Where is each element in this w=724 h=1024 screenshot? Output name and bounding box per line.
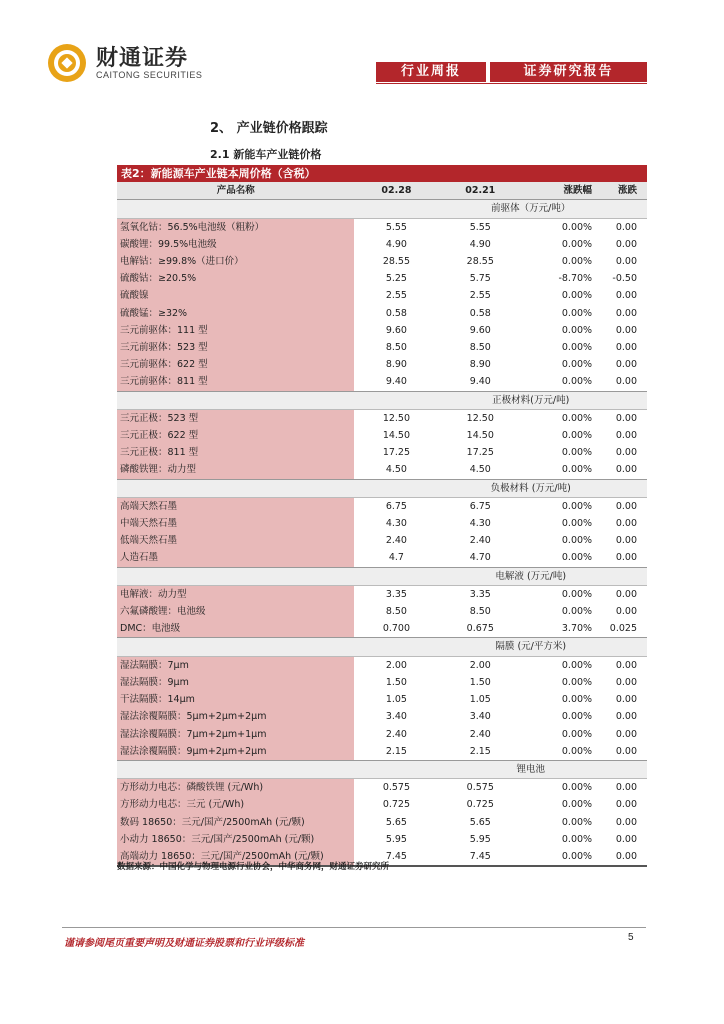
cell-price-previous: 6.75 bbox=[469, 500, 491, 512]
cell-change-abs: 0.00 bbox=[615, 359, 637, 371]
cell-price-current: 0.58 bbox=[385, 307, 407, 319]
cell-change-abs: 0.00 bbox=[615, 676, 637, 688]
cell-change-abs: 0.00 bbox=[615, 694, 637, 706]
cell-price-previous: 1.50 bbox=[469, 676, 491, 688]
header-change-abs: 涨跌 bbox=[600, 182, 647, 200]
cell-price-previous: 2.40 bbox=[469, 535, 491, 547]
cell-product-name: 湿法隔膜：9μm bbox=[117, 674, 354, 691]
header-date-previous: 02.21 bbox=[438, 182, 522, 200]
table-row bbox=[117, 532, 647, 549]
table-group-row bbox=[117, 638, 647, 656]
table-row bbox=[117, 497, 647, 515]
cell-change-abs: 0.00 bbox=[615, 307, 637, 319]
table-row bbox=[117, 253, 647, 270]
header-tab-weekly: 行业周报 bbox=[376, 62, 486, 82]
cell-product-name: 小动力 18650：三元/国产/2500mAh (元/颗) bbox=[117, 831, 354, 848]
cell-price-previous: 9.60 bbox=[469, 324, 491, 336]
cell-product-name: 高端动力 18650：三元/国产/2500mAh (元/颗) bbox=[117, 848, 354, 866]
cell-change-pct: 0.00% bbox=[561, 518, 593, 530]
cell-change-abs: 0.00 bbox=[615, 711, 637, 723]
table-row bbox=[117, 373, 647, 391]
group-label: 前驱体（万元/吨） bbox=[354, 200, 647, 218]
cell-price-current: 0.725 bbox=[382, 799, 411, 811]
cell-price-previous: 4.50 bbox=[469, 464, 491, 476]
cell-price-current: 8.50 bbox=[385, 342, 407, 354]
cell-change-pct: 0.00% bbox=[561, 552, 593, 564]
header-divider bbox=[376, 83, 647, 84]
table-row bbox=[117, 409, 647, 427]
cell-change-abs: 0.00 bbox=[615, 290, 637, 302]
cell-product-name: 数码 18650：三元/国产/2500mAh (元/颗) bbox=[117, 814, 354, 831]
cell-change-abs: 0.00 bbox=[615, 430, 637, 442]
header-date-current: 02.28 bbox=[354, 182, 438, 200]
table-group-row bbox=[117, 760, 647, 778]
cell-change-abs: 0.00 bbox=[615, 552, 637, 564]
cell-price-previous: 0.575 bbox=[466, 782, 494, 794]
cell-change-pct: 0.00% bbox=[561, 711, 593, 723]
table-header-row bbox=[117, 182, 647, 200]
cell-price-current: 4.7 bbox=[388, 552, 404, 564]
cell-product-name: 氢氧化钴：56.5%电池级（粗粉） bbox=[117, 218, 354, 236]
cell-change-abs: 0.00 bbox=[615, 833, 637, 845]
cell-price-previous: 2.00 bbox=[469, 659, 491, 671]
cell-price-previous: 14.50 bbox=[466, 430, 494, 442]
table-row bbox=[117, 322, 647, 339]
cell-price-current: 4.50 bbox=[385, 464, 407, 476]
cell-change-pct: 0.00% bbox=[561, 659, 593, 671]
cell-price-current: 5.65 bbox=[385, 816, 407, 828]
cell-price-current: 5.95 bbox=[385, 833, 407, 845]
cell-price-current: 3.35 bbox=[385, 588, 407, 600]
table-row bbox=[117, 726, 647, 743]
cell-product-name: 湿法涂覆隔膜：9μm+2μm+2μm bbox=[117, 743, 354, 761]
cell-price-current: 2.15 bbox=[385, 745, 407, 757]
cell-price-current: 0.575 bbox=[382, 782, 411, 794]
cell-change-pct: 0.00% bbox=[561, 745, 593, 757]
cell-product-name: 三元前驱体：111 型 bbox=[117, 322, 354, 339]
cell-change-pct: 3.70% bbox=[561, 623, 593, 635]
table-row bbox=[117, 461, 647, 479]
cell-change-abs: 0.00 bbox=[615, 745, 637, 757]
cell-product-name: 中端天然石墨 bbox=[117, 515, 354, 532]
table-row bbox=[117, 339, 647, 356]
cell-price-current: 8.90 bbox=[385, 359, 407, 371]
cell-product-name: 湿法涂覆隔膜：5μm+2μm+2μm bbox=[117, 708, 354, 725]
table-row bbox=[117, 796, 647, 813]
cell-change-abs: 0.00 bbox=[615, 500, 637, 512]
cell-change-pct: 0.00% bbox=[561, 447, 593, 459]
cell-price-previous: 8.50 bbox=[469, 606, 491, 618]
cell-price-previous: 1.05 bbox=[469, 694, 491, 706]
cell-price-current: 0.700 bbox=[382, 623, 411, 635]
table-row bbox=[117, 708, 647, 725]
table-row bbox=[117, 620, 647, 638]
cell-change-pct: 0.00% bbox=[561, 676, 593, 688]
footer-divider bbox=[62, 927, 646, 928]
cell-product-name: 硫酸锰：≥32% bbox=[117, 305, 354, 322]
table-row bbox=[117, 427, 647, 444]
cell-product-name: 方形动力电芯：磷酸铁锂 (元/Wh) bbox=[117, 779, 354, 797]
cell-change-pct: 0.00% bbox=[561, 500, 593, 512]
cell-price-current: 1.05 bbox=[385, 694, 407, 706]
cell-price-previous: 0.725 bbox=[466, 799, 494, 811]
cell-price-previous: 3.40 bbox=[469, 711, 491, 723]
table-row bbox=[117, 674, 647, 691]
cell-price-current: 2.00 bbox=[385, 659, 407, 671]
cell-price-previous: 2.15 bbox=[469, 745, 491, 757]
cell-price-current: 2.40 bbox=[385, 535, 407, 547]
cell-product-name: 六氟磷酸锂：电池级 bbox=[117, 603, 354, 620]
cell-change-pct: 0.00% bbox=[561, 359, 593, 371]
group-spacer bbox=[117, 200, 354, 218]
cell-price-current: 2.40 bbox=[385, 728, 407, 740]
header-product-name: 产品名称 bbox=[117, 182, 354, 200]
cell-change-abs: 0.00 bbox=[615, 782, 637, 794]
cell-change-pct: -8.70% bbox=[558, 273, 593, 285]
cell-change-abs: 0.00 bbox=[615, 324, 637, 336]
group-label: 锂电池 bbox=[354, 760, 647, 778]
table-row bbox=[117, 236, 647, 253]
cell-change-abs: 0.00 bbox=[615, 518, 637, 530]
table-row bbox=[117, 305, 647, 322]
cell-change-pct: 0.00% bbox=[561, 342, 593, 354]
cell-price-previous: 5.55 bbox=[469, 221, 491, 233]
cell-change-abs: 0.00 bbox=[615, 659, 637, 671]
cell-price-previous: 7.45 bbox=[438, 848, 522, 866]
table-title-row bbox=[117, 165, 647, 182]
cell-price-previous: 17.25 bbox=[466, 447, 494, 459]
cell-change-abs: 0.025 bbox=[609, 623, 637, 635]
cell-price-current: 4.30 bbox=[385, 518, 407, 530]
cell-change-pct: 0.00% bbox=[561, 412, 593, 424]
cell-product-name: 三元正极：523 型 bbox=[117, 409, 354, 427]
cell-product-name: 硫酸钴：≥20.5% bbox=[117, 270, 354, 287]
cell-product-name: 磷酸铁锂：动力型 bbox=[117, 461, 354, 479]
cell-price-current: 9.60 bbox=[385, 324, 407, 336]
cell-change-pct: 0.00% bbox=[522, 848, 600, 866]
cell-product-name: 高端天然石墨 bbox=[117, 497, 354, 515]
header-change-pct: 涨跌幅 bbox=[522, 182, 600, 200]
cell-change-pct: 0.00% bbox=[561, 430, 593, 442]
cell-price-previous: 8.90 bbox=[469, 359, 491, 371]
cell-price-current: 1.50 bbox=[385, 676, 407, 688]
table-row bbox=[117, 691, 647, 708]
page-number: 5 bbox=[628, 932, 634, 943]
cell-price-current: 8.50 bbox=[385, 606, 407, 618]
group-label: 负极材料 (万元/吨) bbox=[354, 479, 647, 497]
cell-price-current: 7.45 bbox=[354, 848, 438, 866]
cell-product-name: 电解钴：≥99.8%（进口价） bbox=[117, 253, 354, 270]
cell-price-current: 5.25 bbox=[385, 273, 407, 285]
cell-change-pct: 0.00% bbox=[561, 606, 593, 618]
cell-price-previous: 5.75 bbox=[469, 273, 491, 285]
cell-product-name: 碳酸锂：99.5%电池级 bbox=[117, 236, 354, 253]
table-row bbox=[117, 779, 647, 797]
cell-change-abs: 0.00 bbox=[615, 816, 637, 828]
section-subtitle: 2.1 新能车产业链价格 bbox=[210, 148, 322, 161]
cell-change-abs: 0.00 bbox=[615, 447, 637, 459]
group-spacer bbox=[117, 479, 354, 497]
cell-price-previous: 5.95 bbox=[469, 833, 491, 845]
cell-product-name: 干法隔膜：14μm bbox=[117, 691, 354, 708]
cell-change-abs: -0.50 bbox=[612, 273, 637, 285]
cell-price-current: 5.55 bbox=[385, 221, 407, 233]
table-group-row bbox=[117, 391, 647, 409]
cell-price-previous: 9.40 bbox=[469, 376, 491, 388]
cell-product-name: 人造石墨 bbox=[117, 549, 354, 567]
cell-price-previous: 8.50 bbox=[469, 342, 491, 354]
table-group-row bbox=[117, 200, 647, 218]
cell-price-previous: 0.58 bbox=[469, 307, 491, 319]
table-row bbox=[117, 814, 647, 831]
footer-disclaimer: 谨请参阅尾页重要声明及财通证券股票和行业评级标准 bbox=[64, 938, 304, 949]
caitong-logo-icon bbox=[46, 42, 88, 84]
table-row bbox=[117, 287, 647, 304]
cell-change-abs: 0.00 bbox=[615, 535, 637, 547]
section-title: 2、 产业链价格跟踪 bbox=[210, 121, 328, 136]
table-row bbox=[117, 356, 647, 373]
cell-product-name: 湿法涂覆隔膜：7μm+2μm+1μm bbox=[117, 726, 354, 743]
table-title: 表2：新能源车产业链本周价格（含税） bbox=[117, 165, 647, 182]
cell-price-current: 28.55 bbox=[382, 256, 411, 268]
table-row bbox=[117, 549, 647, 567]
cell-product-name: 三元前驱体：523 型 bbox=[117, 339, 354, 356]
group-spacer bbox=[117, 760, 354, 778]
cell-change-abs: 0.00 bbox=[615, 464, 637, 476]
cell-change-abs: 0.00 bbox=[615, 799, 637, 811]
cell-product-name: 低端天然石墨 bbox=[117, 532, 354, 549]
table-row bbox=[117, 218, 647, 236]
cell-change-pct: 0.00% bbox=[561, 782, 593, 794]
header-tab-report: 证券研究报告 bbox=[490, 62, 647, 82]
cell-change-abs: 0.00 bbox=[615, 728, 637, 740]
cell-price-current: 2.55 bbox=[385, 290, 407, 302]
table-row bbox=[117, 831, 647, 848]
cell-change-pct: 0.00% bbox=[561, 464, 593, 476]
cell-change-pct: 0.00% bbox=[561, 238, 593, 250]
cell-product-name: 三元前驱体：811 型 bbox=[117, 373, 354, 391]
logo-chinese-name: 财通证券 bbox=[96, 45, 189, 71]
cell-price-current: 14.50 bbox=[382, 430, 411, 442]
cell-change-abs: 0.00 bbox=[615, 588, 637, 600]
cell-change-pct: 0.00% bbox=[561, 694, 593, 706]
cell-change-pct: 0.00% bbox=[561, 221, 593, 233]
cell-price-previous: 2.40 bbox=[469, 728, 491, 740]
cell-change-abs: 0.00 bbox=[615, 606, 637, 618]
table-row bbox=[117, 743, 647, 761]
table-row bbox=[117, 515, 647, 532]
table-row bbox=[117, 585, 647, 603]
cell-price-previous: 5.65 bbox=[469, 816, 491, 828]
cell-product-name: 三元正极：622 型 bbox=[117, 427, 354, 444]
cell-price-previous: 3.35 bbox=[469, 588, 491, 600]
group-label: 正极材料(万元/吨) bbox=[354, 391, 647, 409]
cell-change-pct: 0.00% bbox=[561, 324, 593, 336]
cell-change-pct: 0.00% bbox=[561, 588, 593, 600]
company-logo bbox=[46, 42, 202, 84]
cell-price-previous: 28.55 bbox=[466, 256, 494, 268]
cell-change-pct: 0.00% bbox=[561, 307, 593, 319]
cell-change-pct: 0.00% bbox=[561, 256, 593, 268]
cell-price-previous: 4.70 bbox=[469, 552, 491, 564]
cell-change-pct: 0.00% bbox=[561, 728, 593, 740]
cell-price-previous: 4.90 bbox=[469, 238, 491, 250]
price-table bbox=[117, 165, 647, 867]
cell-price-previous: 12.50 bbox=[466, 412, 494, 424]
cell-price-previous: 0.675 bbox=[466, 623, 494, 635]
cell-product-name: 方形动力电芯：三元 (元/Wh) bbox=[117, 796, 354, 813]
cell-change-pct: 0.00% bbox=[561, 799, 593, 811]
cell-change-pct: 0.00% bbox=[561, 535, 593, 547]
table-row bbox=[117, 444, 647, 461]
cell-change-abs: 0.00 bbox=[600, 848, 647, 866]
table-group-row bbox=[117, 567, 647, 585]
data-source-note: 数据来源：中国化学与物理电源行业协会，中华商务网，财通证券研究所 bbox=[117, 862, 390, 872]
cell-change-abs: 0.00 bbox=[615, 376, 637, 388]
cell-price-current: 9.40 bbox=[385, 376, 407, 388]
cell-price-current: 3.40 bbox=[385, 711, 407, 723]
cell-change-abs: 0.00 bbox=[615, 256, 637, 268]
cell-change-pct: 0.00% bbox=[561, 376, 593, 388]
logo-english-name: CAITONG SECURITIES bbox=[96, 70, 203, 80]
cell-change-pct: 0.00% bbox=[561, 833, 593, 845]
cell-price-previous: 2.55 bbox=[469, 290, 491, 302]
cell-price-current: 12.50 bbox=[382, 412, 411, 424]
cell-change-abs: 0.00 bbox=[615, 342, 637, 354]
cell-product-name: 电解液：动力型 bbox=[117, 585, 354, 603]
cell-change-abs: 0.00 bbox=[615, 412, 637, 424]
group-label: 隔膜 (元/平方米) bbox=[354, 638, 647, 656]
cell-price-current: 6.75 bbox=[385, 500, 407, 512]
cell-price-current: 4.90 bbox=[385, 238, 407, 250]
group-spacer bbox=[117, 391, 354, 409]
group-label: 电解液 (万元/吨) bbox=[354, 567, 647, 585]
cell-product-name: 硫酸镍 bbox=[117, 287, 354, 304]
cell-product-name: 湿法隔膜：7μm bbox=[117, 656, 354, 674]
cell-change-abs: 0.00 bbox=[615, 221, 637, 233]
cell-product-name: 三元前驱体：622 型 bbox=[117, 356, 354, 373]
table-row bbox=[117, 603, 647, 620]
cell-change-pct: 0.00% bbox=[561, 290, 593, 302]
group-spacer bbox=[117, 638, 354, 656]
group-spacer bbox=[117, 567, 354, 585]
cell-change-abs: 0.00 bbox=[615, 238, 637, 250]
table-group-row bbox=[117, 479, 647, 497]
cell-price-previous: 4.30 bbox=[469, 518, 491, 530]
cell-product-name: DMC：电池级 bbox=[117, 620, 354, 638]
table-row bbox=[117, 656, 647, 674]
cell-price-current: 17.25 bbox=[382, 447, 411, 459]
cell-product-name: 三元正极：811 型 bbox=[117, 444, 354, 461]
table-row bbox=[117, 270, 647, 287]
cell-change-pct: 0.00% bbox=[561, 816, 593, 828]
